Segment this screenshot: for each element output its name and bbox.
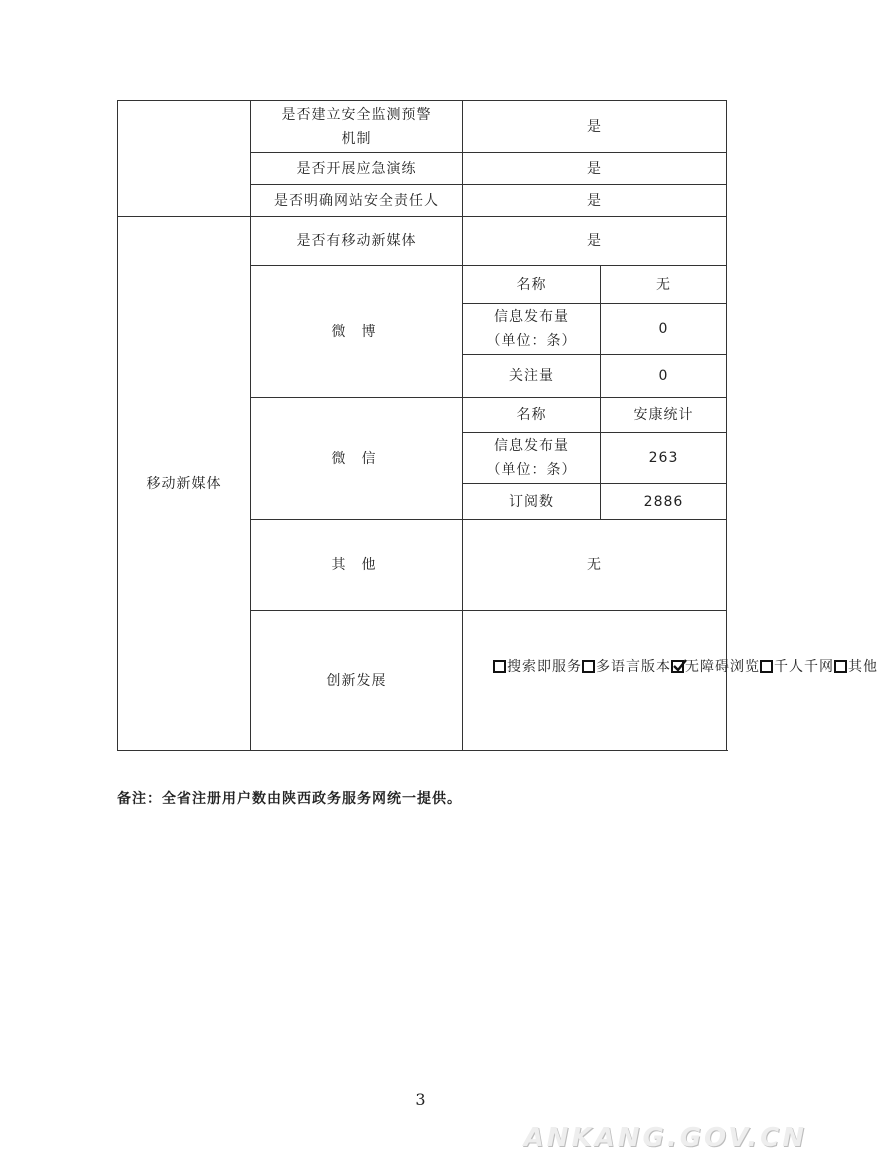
- wechat-name-value: 安康统计: [601, 398, 727, 433]
- option-multilang[interactable]: [582, 659, 671, 675]
- innovation-options: [463, 611, 878, 751]
- wechat-posts-label-line2: （单位：条）: [486, 462, 577, 478]
- drill-value: 是: [463, 153, 727, 185]
- wechat-label: 微信: [251, 398, 463, 520]
- wechat-posts-value: 263: [601, 433, 727, 484]
- weibo-name-label: 名称: [463, 266, 601, 304]
- option-label: 无障碍浏览: [685, 659, 760, 675]
- weibo-posts-value: 0: [601, 304, 727, 355]
- responsible-value: 是: [463, 185, 727, 217]
- responsible-label: 是否明确网站安全责任人: [251, 185, 463, 217]
- option-label: 其他: [848, 659, 878, 675]
- checkbox-icon[interactable]: [760, 660, 773, 673]
- weibo-posts-label-line2: （单位：条）: [486, 333, 577, 349]
- monitor-label: 是否建立安全监测预警机制: [251, 101, 463, 153]
- innovation-label: 创新发展: [251, 611, 463, 751]
- weibo-posts-label-line1: 信息发布量: [494, 309, 569, 325]
- checkbox-icon[interactable]: [582, 660, 595, 673]
- weibo-followers-label: 关注量: [463, 355, 601, 398]
- weibo-followers-value: 0: [601, 355, 727, 398]
- option-label: 多语言版本: [596, 659, 671, 675]
- other-label: 其他: [251, 520, 463, 611]
- option-label: 搜索即服务: [507, 659, 582, 675]
- has-media-value: 是: [463, 217, 727, 266]
- site-watermark: ANKANG.GOV.CN: [523, 1123, 807, 1153]
- report-table: [117, 100, 878, 751]
- wechat-name-label: 名称: [463, 398, 601, 433]
- option-other[interactable]: [834, 659, 878, 675]
- drill-label: 是否开展应急演练: [251, 153, 463, 185]
- media-section-label: 移动新媒体: [118, 217, 251, 751]
- monitor-value: 是: [463, 101, 727, 153]
- wechat-posts-label: [463, 433, 601, 484]
- weibo-label: 微博: [251, 266, 463, 398]
- wechat-subscribers-label: 订阅数: [463, 484, 601, 520]
- weibo-posts-label: [463, 304, 601, 355]
- wechat-posts-label-line1: 信息发布量: [494, 438, 569, 454]
- footnote: 备注：全省注册用户数由陕西政务服务网统一提供。: [117, 791, 462, 807]
- page-number: 3: [415, 1090, 426, 1109]
- wechat-subscribers-value: 2886: [601, 484, 727, 520]
- checkbox-icon[interactable]: [834, 660, 847, 673]
- has-media-label: 是否有移动新媒体: [251, 217, 463, 266]
- checkbox-checked-icon[interactable]: [671, 660, 684, 673]
- option-accessibility[interactable]: [671, 659, 760, 675]
- table-row: [118, 217, 727, 266]
- other-value: 无: [463, 520, 727, 611]
- option-personalized[interactable]: [760, 659, 834, 675]
- blank-category-cell: [118, 101, 251, 217]
- checkbox-icon[interactable]: [493, 660, 506, 673]
- weibo-name-value: 无: [601, 266, 727, 304]
- option-search-service[interactable]: [493, 659, 582, 675]
- option-label: 千人千网: [774, 659, 834, 675]
- table-row: [118, 101, 727, 153]
